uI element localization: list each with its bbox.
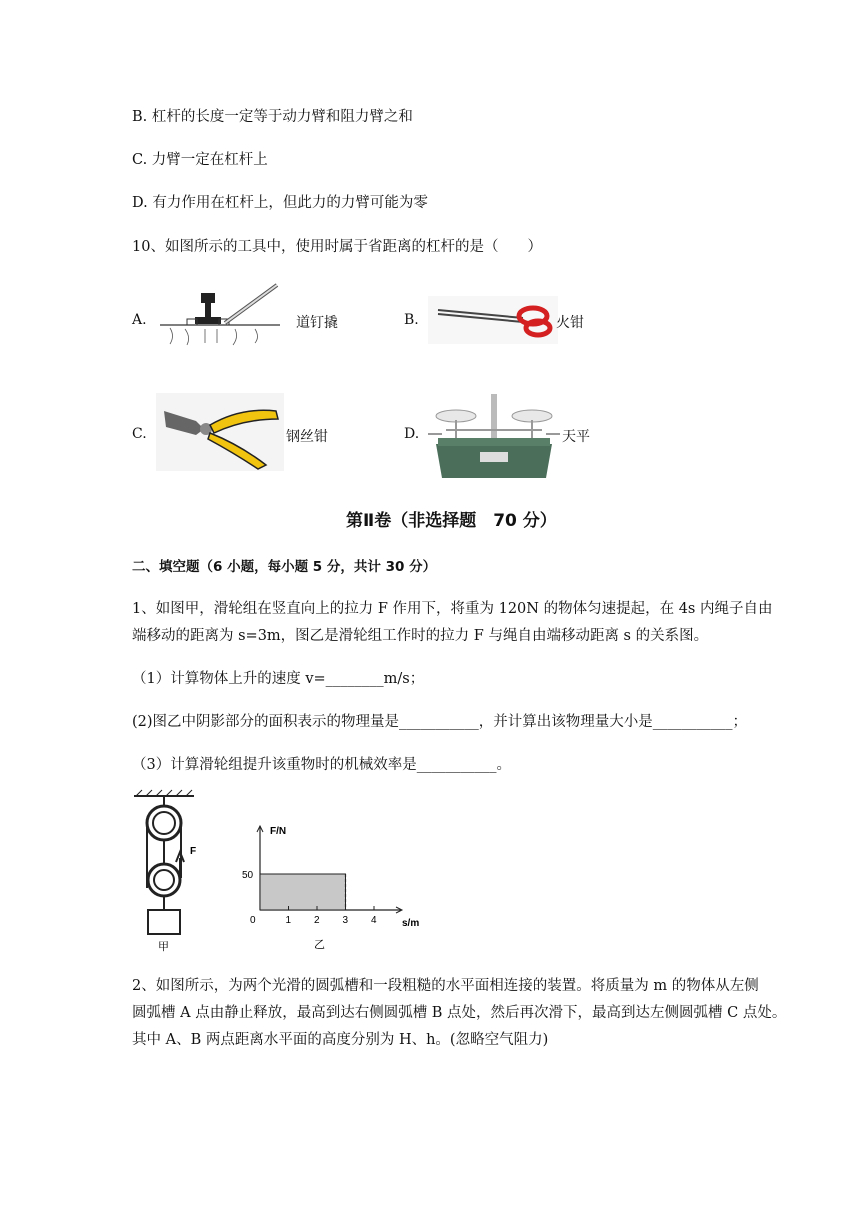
q10-option-d-name: 天平 <box>562 429 590 445</box>
q10-option-a-name: 道钉撬 <box>296 315 338 331</box>
option-d-prev: D. 有力作用在杠杆上，但此力的力臂可能为零 <box>132 195 428 211</box>
q2-line1: 2、如图所示，为两个光滑的圆弧槽和一段粗糙的水平面相连接的装置。将质量为 m 的物体从左侧 <box>132 978 759 994</box>
q10-option-b-name: 火钳 <box>556 315 584 331</box>
q1-sub3: （3）计算滑轮组提升该重物时的机械效率是___________。 <box>132 757 511 773</box>
q1-sub2: (2)图乙中阴影部分的面积表示的物理量是___________，并计算出该物理量大小是___________； <box>132 714 748 730</box>
q1-text-line2: 端移动的距离为 s=3m，图乙是滑轮组工作时的拉力 F 与绳自由端移动距离 s 的关系图。 <box>132 628 709 644</box>
rail-spike-lever-image <box>155 283 285 351</box>
q1-text-line1: 1、如图甲，滑轮组在竖直向上的拉力 F 作用下，将重为 120N 的物体匀速提起，在 4s 内绳子自由 <box>132 601 773 617</box>
shaded-area <box>260 874 346 910</box>
figure-yi-label: 乙 <box>314 938 325 951</box>
q10-option-c-name: 钢丝钳 <box>286 429 328 445</box>
y-tick-label: 50 <box>242 870 254 881</box>
pulley-system-diagram <box>128 788 208 953</box>
x-axis-label: s/m <box>402 918 420 929</box>
q10-option-b-letter: B. <box>404 312 419 328</box>
q10-option-c-letter: C. <box>132 426 147 442</box>
x-tick-label: 2 <box>314 915 320 926</box>
figure-jia-label: 甲 <box>158 940 169 953</box>
option-c-prev: C. 力臂一定在杠杆上 <box>132 152 268 168</box>
force-label: F <box>190 846 197 857</box>
balance-scale-image <box>428 386 560 482</box>
q1-sub1: （1）计算物体上升的速度 v=________m/s； <box>132 671 425 687</box>
force-distance-chart <box>236 814 436 954</box>
pliers-image <box>156 393 284 471</box>
q10-option-d-letter: D. <box>404 426 420 442</box>
q10-stem: 10、如图所示的工具中，使用时属于省距离的杠杆的是（ ） <box>132 239 542 255</box>
section-title: 二、填空题（6 小题，每小题 5 分，共计 30 分） <box>132 559 437 575</box>
x-tick-label: 4 <box>371 915 377 926</box>
x-tick-label: 0 <box>250 915 256 926</box>
part2-title: 第Ⅱ卷（非选择题 70 分） <box>346 511 557 531</box>
x-tick-label: 3 <box>342 915 349 926</box>
q2-line2: 圆弧槽 A 点由静止释放，最高到达右侧圆弧槽 B 点处，然后再次滑下，最高到达左侧圆弧槽 C 点处。 <box>132 1005 787 1021</box>
q10-option-a-letter: A. <box>132 312 147 328</box>
x-tick-label: 1 <box>285 915 292 926</box>
option-b-prev: B. 杠杆的长度一定等于动力臂和阻力臂之和 <box>132 109 413 125</box>
q2-line3: 其中 A、B 两点距离水平面的高度分别为 H、h。(忽略空气阻力) <box>132 1032 549 1048</box>
y-axis-label: F/N <box>270 826 287 837</box>
fire-tongs-image <box>428 296 558 344</box>
